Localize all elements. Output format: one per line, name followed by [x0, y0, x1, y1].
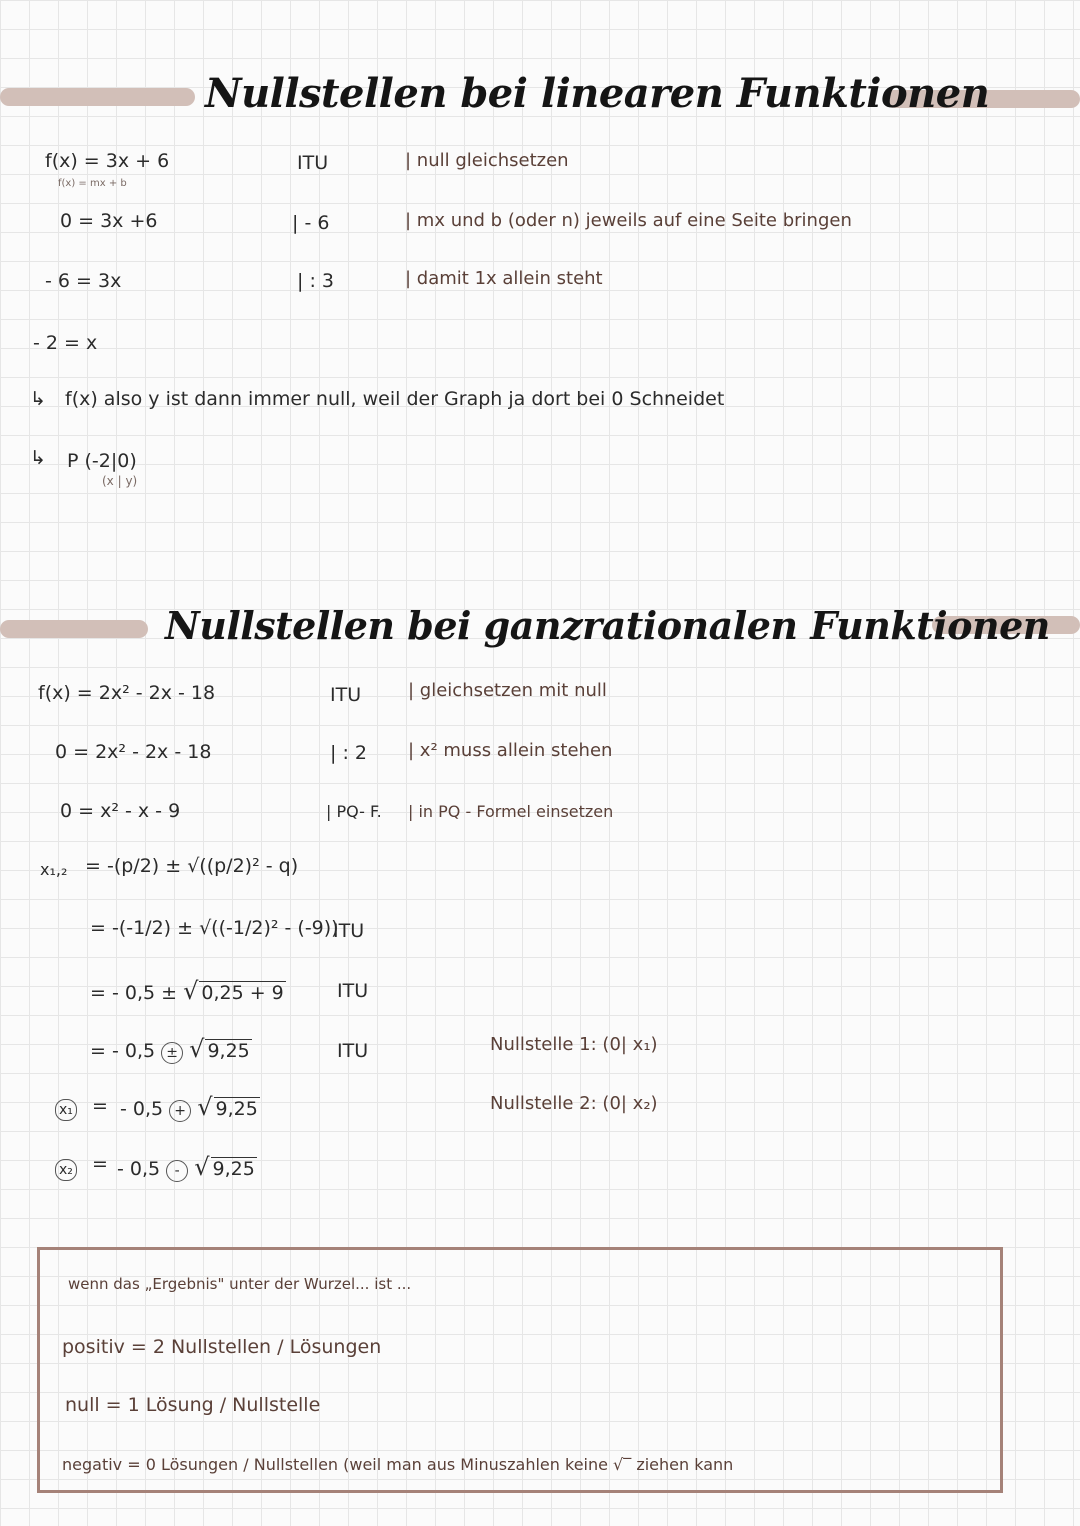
nullstelle-2: Nullstelle 2: (0| x₂)	[490, 1093, 658, 1114]
operation-step-2: ITU	[337, 980, 369, 1002]
summary-intro: wenn das „Ergebnis" unter der Wurzel... ist ...	[68, 1275, 412, 1293]
x2-equals: =	[92, 1153, 108, 1175]
x1-result: - 0,5 + √ 9,25	[120, 1093, 258, 1121]
pq-lhs: x₁,₂	[40, 860, 68, 879]
equation-line-2: 0 = 2x² - 2x - 18	[55, 741, 212, 763]
x1-equals: =	[92, 1095, 108, 1117]
nullstelle-1: Nullstelle 1: (0| x₁)	[490, 1034, 658, 1055]
radicand: 0,25 + 9	[201, 982, 284, 1004]
note-2: | mx und b (oder n) jeweils auf eine Seite bringen	[405, 210, 852, 231]
equation-line-1: f(x) = 2x² - 2x - 18	[38, 682, 216, 704]
pq-step-2: = - 0,5 ± √ 0,25 + 9	[90, 977, 284, 1005]
note-2: | x² muss allein stehen	[408, 740, 613, 761]
operation-step-3: ITU	[337, 1040, 369, 1062]
pq-formula: = -(p/2) ± √((p/2)² - q)	[85, 855, 299, 877]
radicand: 9,25	[212, 1158, 255, 1180]
title-accent-bar-left	[0, 620, 148, 638]
note-1: | null gleichsetzen	[405, 150, 569, 171]
operation-2: | - 6	[292, 212, 330, 234]
x2-circled-index: x₂	[55, 1159, 77, 1181]
x2-result: - 0,5 - √ 9,25	[117, 1153, 255, 1181]
note-1: | gleichsetzen mit null	[408, 680, 607, 701]
pq-step-3: = - 0,5 ± √ 9,25	[90, 1035, 250, 1063]
remark-line: f(x) also y ist dann immer null, weil der Graph ja dort bei 0 Schneidet	[65, 388, 725, 410]
equation-line-3: - 6 = 3x	[45, 270, 122, 292]
equation-line-2: 0 = 3x +6	[60, 210, 158, 232]
operation-1: ITU	[330, 684, 362, 706]
x1-label	[55, 1097, 77, 1121]
equation-sublabel: f(x) = mx + b	[58, 178, 127, 189]
operation-step-1: ITU	[333, 920, 365, 942]
operation-1: ITU	[297, 152, 329, 174]
summary-positive: positiv = 2 Nullstellen / Lösungen	[62, 1336, 382, 1358]
minus-circled: -	[166, 1160, 188, 1182]
arrow-icon: ↳	[30, 388, 46, 410]
summary-negative: negativ = 0 Lösungen / Nullstellen (weil man aus Minuszahlen keine √‾ ziehen kann	[62, 1455, 734, 1474]
equation-line-4: - 2 = x	[33, 332, 98, 354]
pq-step-1: = -(-1/2) ± √((-1/2)² - (-9))	[90, 917, 339, 939]
plus-circled: +	[169, 1100, 191, 1122]
plus-minus-circled: ±	[161, 1042, 183, 1064]
x2-label	[55, 1157, 77, 1181]
title-accent-bar-left	[0, 88, 195, 106]
radicand: 9,25	[215, 1098, 258, 1120]
note-3: | in PQ - Formel einsetzen	[408, 802, 614, 821]
equation-line-3: 0 = x² - x - 9	[60, 800, 181, 822]
operation-3: | : 3	[297, 270, 334, 292]
operation-2: | : 2	[330, 742, 367, 764]
summary-null: null = 1 Lösung / Nullstelle	[65, 1394, 321, 1416]
radicand: 9,25	[207, 1040, 250, 1062]
point-sublabel: (x | y)	[102, 474, 138, 488]
x1-circled-index: x₁	[55, 1099, 77, 1121]
note-3: | damit 1x allein steht	[405, 268, 603, 289]
section-title-linear: Nullstellen bei linearen Funktionen	[205, 70, 990, 117]
arrow-icon: ↳	[30, 447, 46, 469]
equation-line-1: f(x) = 3x + 6	[45, 150, 170, 172]
point-label: P (-2|0)	[67, 450, 137, 472]
section-title-ganzrational: Nullstellen bei ganzrationalen Funktionen	[165, 603, 1050, 648]
operation-3: | PQ- F.	[326, 802, 382, 821]
